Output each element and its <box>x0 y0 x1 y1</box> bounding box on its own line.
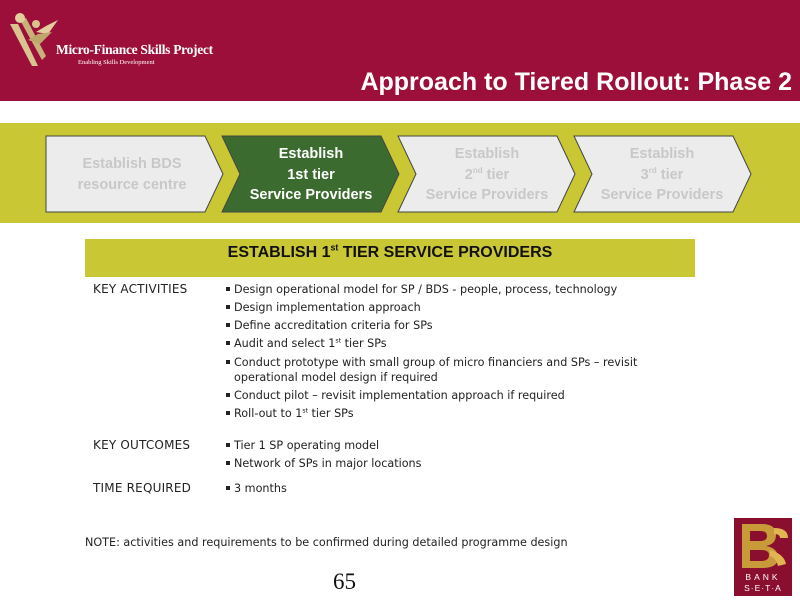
seta-logo-word: S·E·T·A <box>744 583 782 593</box>
row-label-time-required: TIME REQUIRED <box>93 481 192 495</box>
bank-seta-logo <box>734 518 792 596</box>
logo-title: Micro-Finance Skills Project <box>56 42 213 57</box>
step-2-label: Establish 1st tier Service Providers <box>249 146 373 203</box>
logo-subtitle: Enabling Skills Development <box>78 59 155 66</box>
step-1-label: Establish BDS resource centre <box>77 156 187 193</box>
bank-seta-emblem-icon <box>734 520 792 572</box>
step-4-label: Establish 3rd tier Service Providers <box>600 146 724 203</box>
step-3-label: Establish 2nd tier Service Providers <box>425 146 549 203</box>
logo-emblem-icon <box>6 10 66 72</box>
row-label-key-activities: KEY ACTIVITIES <box>93 282 188 296</box>
phase-steps <box>0 123 800 223</box>
table-heading: ESTABLISH 1st TIER SERVICE PROVIDERS <box>85 239 695 277</box>
row-label-key-outcomes: KEY OUTCOMES <box>93 438 191 452</box>
header-banner <box>0 0 800 101</box>
page-number: 65 <box>333 569 356 594</box>
footnote: NOTE: activities and requirements to be confirmed during detailed programme design <box>85 536 568 549</box>
page-title: Approach to Tiered Rollout: Phase 2 <box>360 68 792 96</box>
bank-logo-word: BANK <box>745 572 781 582</box>
micro-finance-logo <box>6 10 213 75</box>
